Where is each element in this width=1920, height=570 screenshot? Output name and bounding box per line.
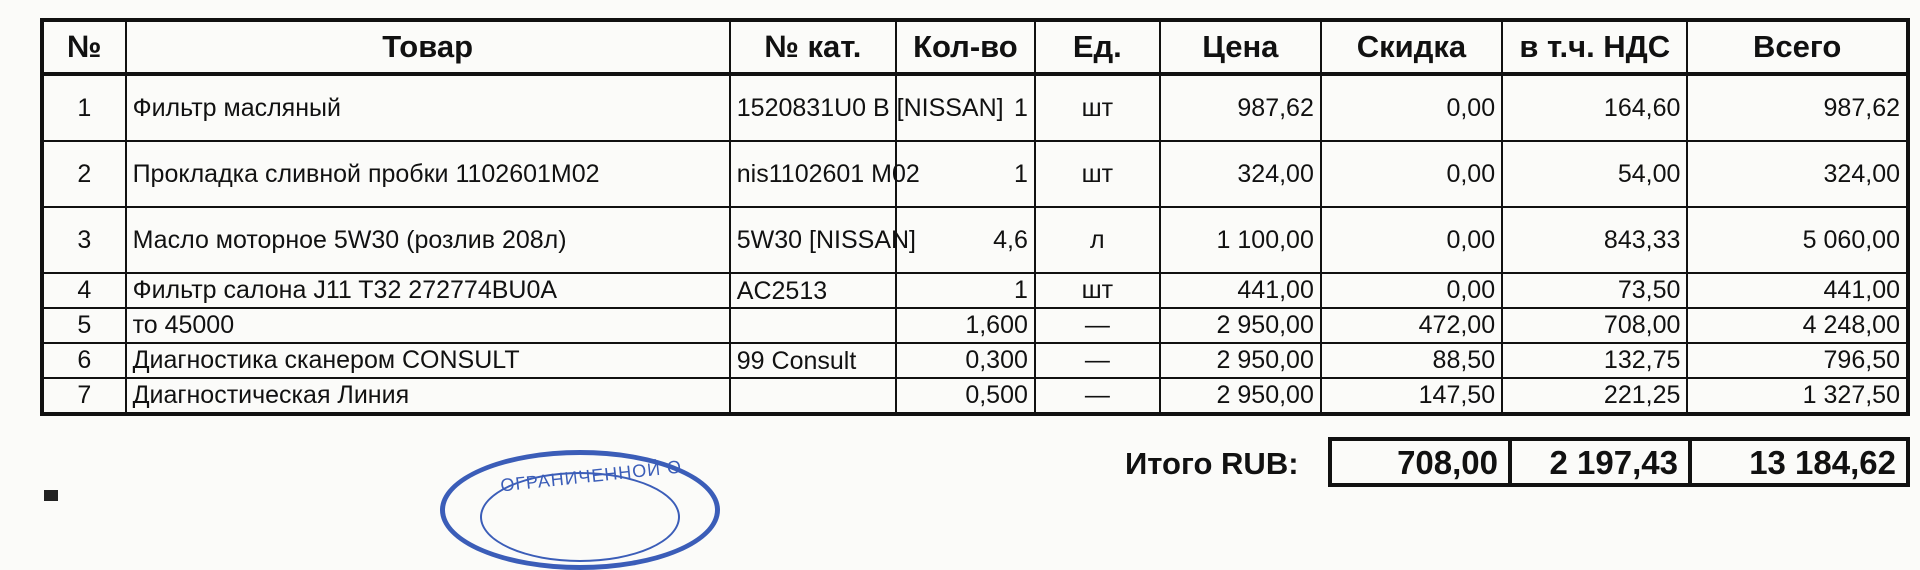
row-number: 3: [42, 207, 126, 273]
row-discount: 0,00: [1321, 273, 1502, 308]
row-unit: шт: [1035, 141, 1160, 207]
table-row: [42, 273, 1908, 308]
row-catalog: [730, 378, 896, 414]
row-vat: 708,00: [1502, 308, 1687, 343]
row-catalog: 1520831U0 B [NISSAN]: [730, 74, 896, 141]
row-price: 2 950,00: [1160, 378, 1321, 414]
row-price: 441,00: [1160, 273, 1321, 308]
row-price: 2 950,00: [1160, 308, 1321, 343]
header-unit: Ед.: [1035, 20, 1160, 74]
row-product: Фильтр масляный: [126, 74, 730, 141]
row-number: 1: [42, 74, 126, 141]
row-quantity: 0,500: [896, 378, 1035, 414]
row-quantity: 1: [896, 74, 1035, 141]
totals-discount: 708,00: [1328, 437, 1512, 487]
row-price: 324,00: [1160, 141, 1321, 207]
row-vat: 54,00: [1502, 141, 1687, 207]
header-catalog: № кат.: [730, 20, 896, 74]
row-catalog: AC2513: [730, 273, 896, 308]
table-row: [42, 74, 1908, 141]
row-discount: 0,00: [1321, 207, 1502, 273]
row-total: 4 248,00: [1687, 308, 1908, 343]
row-discount: 147,50: [1321, 378, 1502, 414]
row-total: 987,62: [1687, 74, 1908, 141]
row-product: то 45000: [126, 308, 730, 343]
header-discount: Скидка: [1321, 20, 1502, 74]
row-discount: 472,00: [1321, 308, 1502, 343]
row-vat: 164,60: [1502, 74, 1687, 141]
row-unit: —: [1035, 343, 1160, 378]
row-discount: 88,50: [1321, 343, 1502, 378]
row-vat: 221,25: [1502, 378, 1687, 414]
row-unit: шт: [1035, 273, 1160, 308]
row-quantity: 1: [896, 141, 1035, 207]
header-price: Цена: [1160, 20, 1321, 74]
table-row: [42, 141, 1908, 207]
row-price: 1 100,00: [1160, 207, 1321, 273]
header-quantity: Кол-во: [896, 20, 1035, 74]
row-catalog: 5W30 [NISSAN]: [730, 207, 896, 273]
totals-label: Итого RUB:: [1125, 446, 1299, 481]
row-discount: 0,00: [1321, 74, 1502, 141]
row-vat: 132,75: [1502, 343, 1687, 378]
header-total: Всего: [1687, 20, 1908, 74]
row-catalog: 99 Consult: [730, 343, 896, 378]
header-number: №: [42, 20, 126, 74]
row-number: 5: [42, 308, 126, 343]
row-total: 441,00: [1687, 273, 1908, 308]
row-unit: л: [1035, 207, 1160, 273]
header-vat: в т.ч. НДС: [1502, 20, 1687, 74]
row-vat: 843,33: [1502, 207, 1687, 273]
row-price: 2 950,00: [1160, 343, 1321, 378]
row-catalog: nis1102601 M02: [730, 141, 896, 207]
table-row: [42, 378, 1908, 414]
row-vat: 73,50: [1502, 273, 1687, 308]
row-quantity: 1,600: [896, 308, 1035, 343]
header-product: Товар: [126, 20, 730, 74]
row-total: 796,50: [1687, 343, 1908, 378]
invoice-table: [40, 18, 1910, 416]
row-quantity: 1: [896, 273, 1035, 308]
company-stamp-text: ОГРАНИЧЕННОЙ О: [499, 456, 683, 496]
row-total: 5 060,00: [1687, 207, 1908, 273]
row-quantity: 4,6: [896, 207, 1035, 273]
row-product: Масло моторное 5W30 (розлив 208л): [126, 207, 730, 273]
row-unit: шт: [1035, 74, 1160, 141]
table-row: [42, 207, 1908, 273]
row-total: 1 327,50: [1687, 378, 1908, 414]
table-header-row: [42, 20, 1908, 74]
row-total: 324,00: [1687, 141, 1908, 207]
table-row: [42, 343, 1908, 378]
row-number: 2: [42, 141, 126, 207]
row-unit: —: [1035, 378, 1160, 414]
totals-vat: 2 197,43: [1508, 437, 1692, 487]
totals-grand-total: 13 184,62: [1688, 437, 1910, 487]
row-number: 4: [42, 273, 126, 308]
row-number: 7: [42, 378, 126, 414]
table-row: [42, 308, 1908, 343]
row-product: Фильтр салона J11 T32 272774BU0A: [126, 273, 730, 308]
scan-mark: [44, 490, 58, 501]
row-product: Диагностика сканером CONSULT: [126, 343, 730, 378]
row-unit: —: [1035, 308, 1160, 343]
row-number: 6: [42, 343, 126, 378]
row-product: Прокладка сливной пробки 1102601M02: [126, 141, 730, 207]
row-quantity: 0,300: [896, 343, 1035, 378]
row-price: 987,62: [1160, 74, 1321, 141]
row-product: Диагностическая Линия: [126, 378, 730, 414]
row-catalog: [730, 308, 896, 343]
row-discount: 0,00: [1321, 141, 1502, 207]
